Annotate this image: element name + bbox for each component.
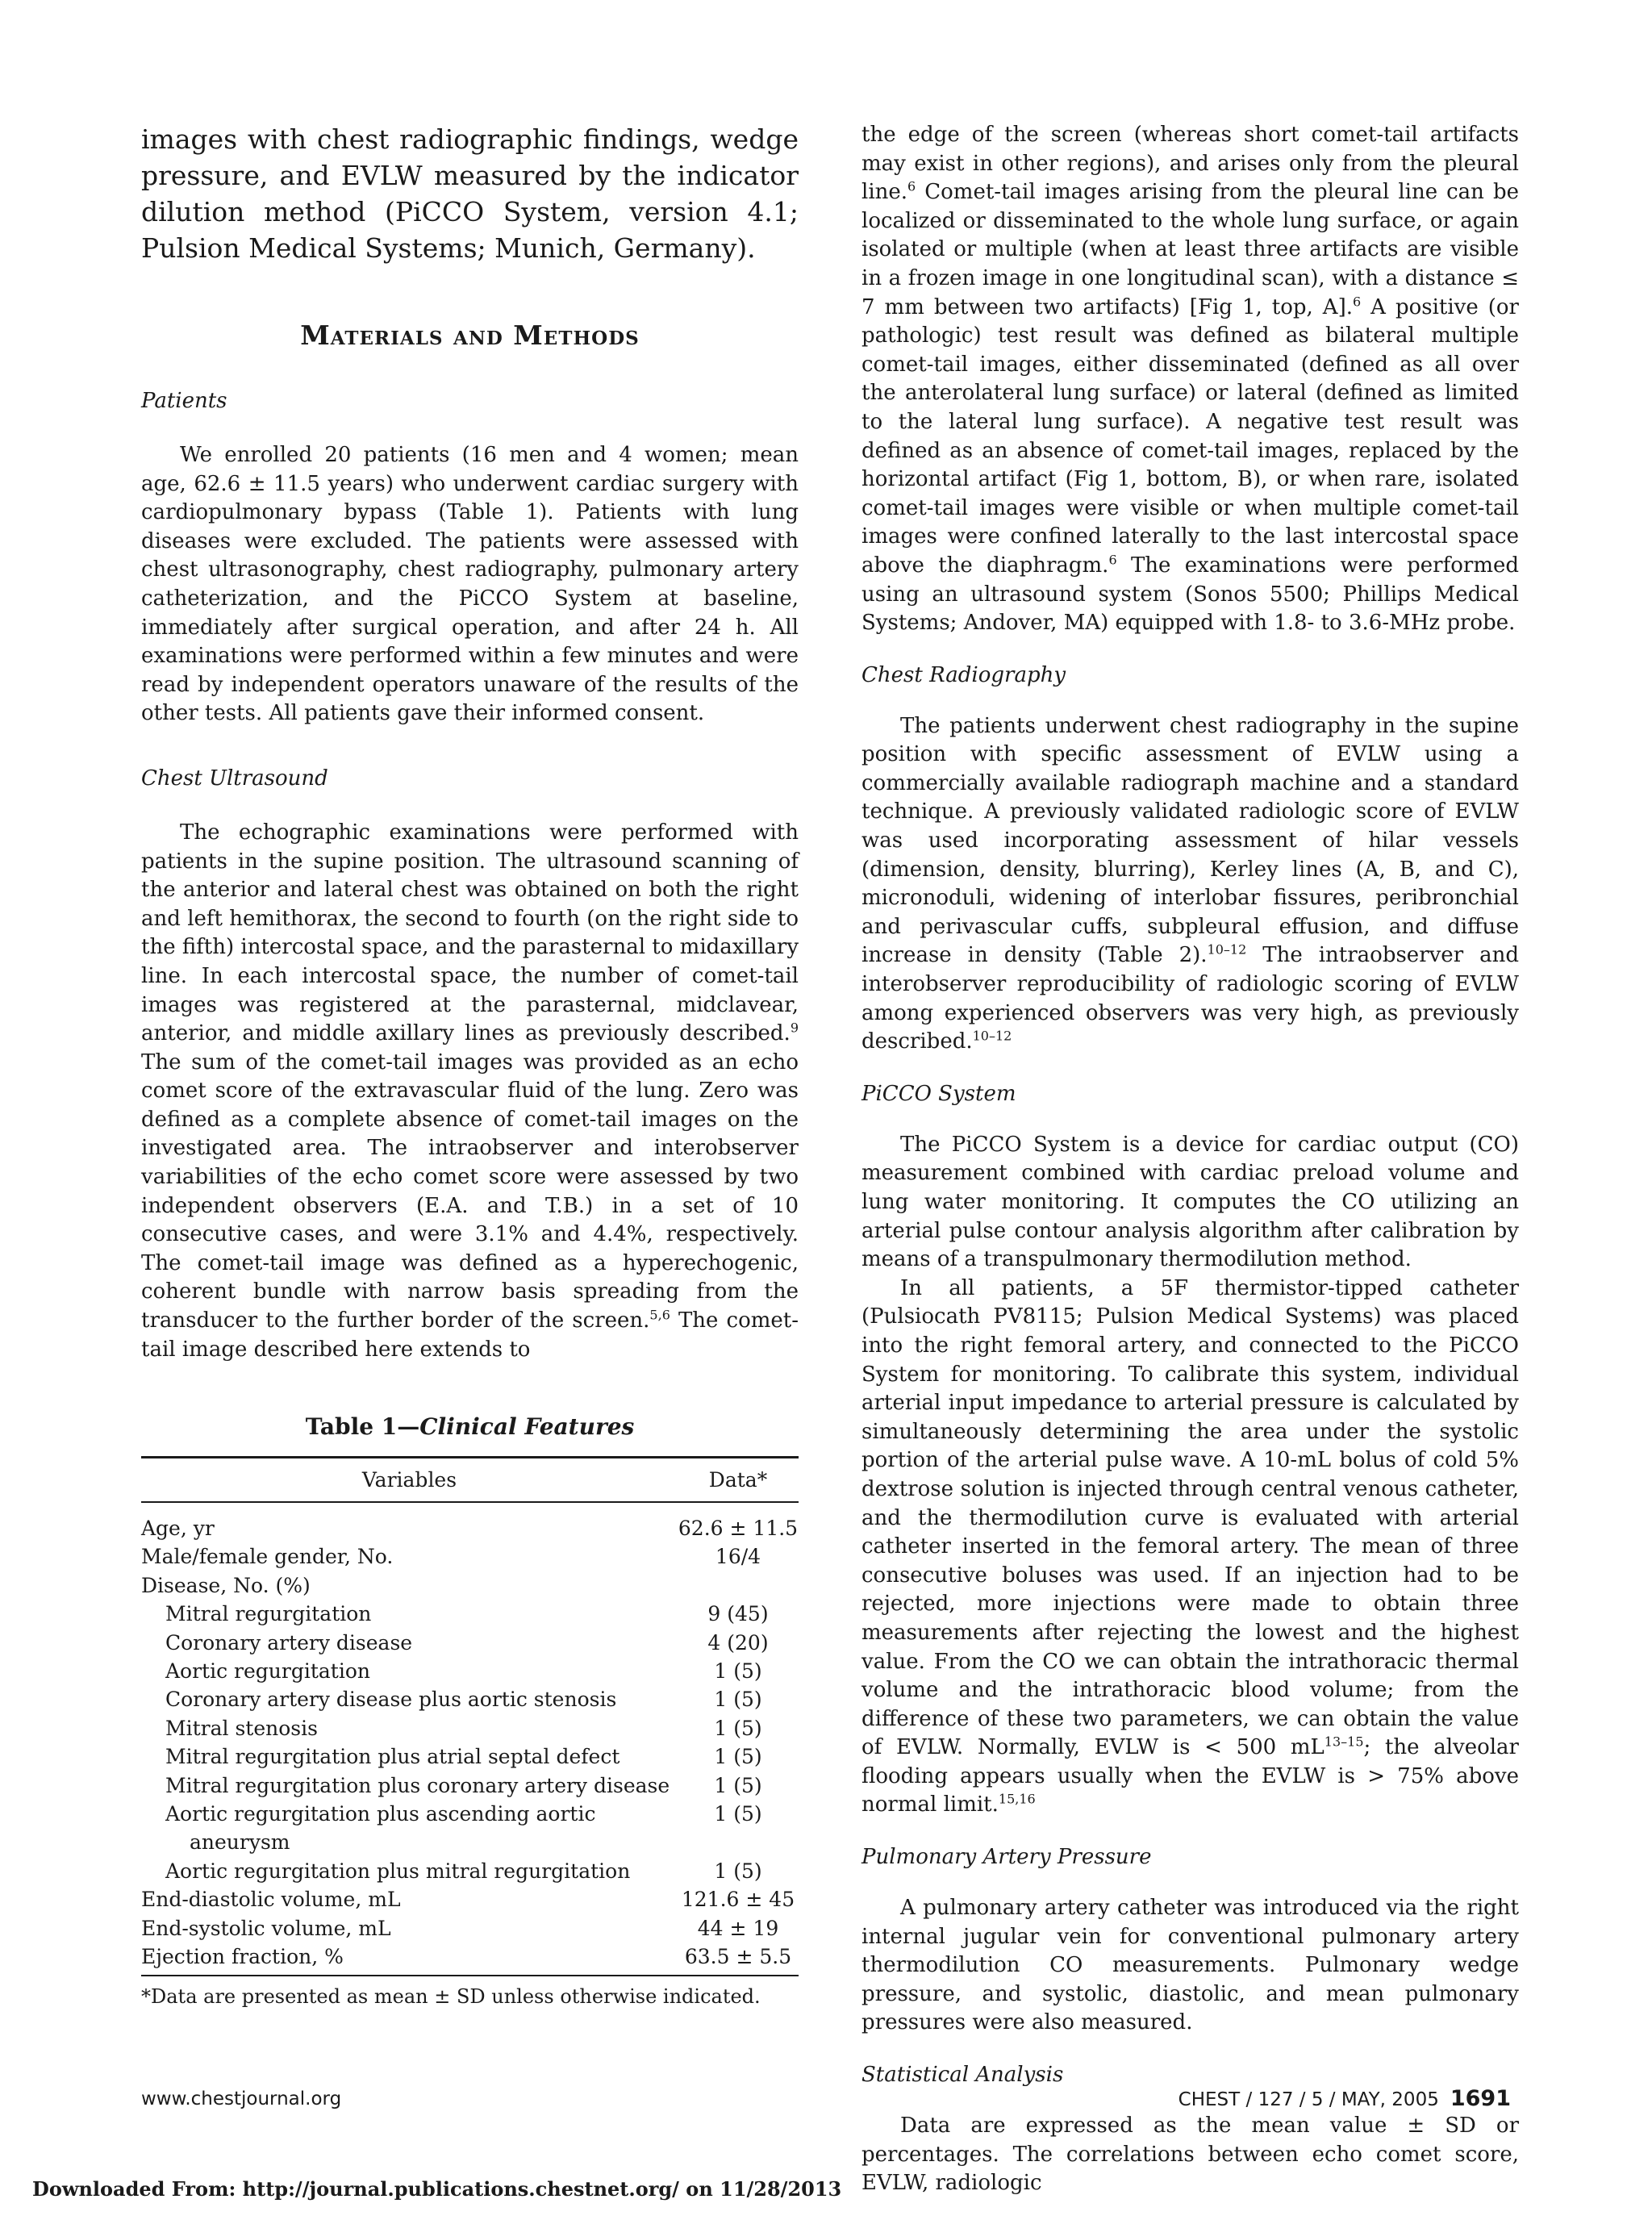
table-row [141, 1742, 799, 1771]
table-row [141, 1600, 799, 1628]
table-row [141, 1885, 799, 1913]
table-cell-value: 1 (5) [714, 1688, 762, 1712]
table-cell-label: Aortic regurgitation [165, 1659, 370, 1684]
table-row [141, 1502, 799, 1542]
citation: 6 [1352, 293, 1362, 309]
table-cell-label: Coronary artery disease [165, 1630, 413, 1655]
left-column [141, 121, 799, 1364]
table-cell-label: Age, yr [141, 1517, 215, 1540]
table-footnote: *Data are presented as mean ± SD unless otherwise indicated. [141, 1984, 761, 2008]
table-cell-value: 16/4 [715, 1545, 761, 1569]
citation: 6 [907, 178, 916, 194]
table-row [141, 1657, 799, 1685]
subhead-pulmonary-artery-pressure: Pulmonary Artery Pressure [861, 1845, 1152, 1870]
footer-journal-info [1179, 2086, 1511, 2111]
table-cell-label: Coronary artery disease plus aortic stenosis [165, 1688, 617, 1712]
picco-paragraph-2: In all patients, a 5F thermistor-tipped catheter (Pulsiocath PV8115; Pulsion Medical Systems) was placed into the right femoral artery, and connected to the PiCCO System for monitoring. To calibrate this system, individual arterial input impedance to arterial pressure is calculated by simultaneously determining the area under the systolic portion of the arterial pulse wave. A 10-mL bolus of cold 5% dextrose solution is injected through central venous catheter, and the thermodilution curve is evaluated with arterial catheter inserted in the femoral artery. The mean of three consecutive boluses was used. If an injection had to be rejected, more injections were made to obtain three measurements after rejecting the lowest and the highest value. From the CO we can obtain the intrathoracic thermal volume and the intrathoracic blood volume; from the difference of these two parameters, we can obtain the value of EVLW. Normally, EVLW is < 500 $mL^{13-15}$; the alveolar flooding appears usually when the EVLW is > 75% above normal limit.$^{15,16}$ [861, 1275, 1519, 1817]
table-cell-value: 9 (45) [707, 1602, 769, 1626]
citation: 15,16 [998, 1791, 1036, 1807]
table-cell-label: Mitral regurgitation plus coronary artery disease [165, 1773, 670, 1797]
table-row [141, 1714, 799, 1742]
table-cell-label: Mitral regurgitation plus atrial septal defect [165, 1745, 620, 1769]
table-row [141, 1685, 799, 1713]
table-cell-value [678, 1571, 799, 1600]
citation: 9 [790, 1020, 799, 1036]
table-row [141, 1629, 799, 1657]
table-title: Table 1—Clinical Features [305, 1413, 635, 1440]
column-header-data: Data* [678, 1458, 799, 1503]
stats-paragraph: Data are expressed as the mean value ± SD or percentages. The correlations between echo comet score, EVLW, radiologic [861, 2114, 1519, 2196]
subhead-chest-ultrasound: Chest Ultrasound [141, 766, 328, 791]
table-row [141, 1800, 799, 1857]
subhead-chest-radiography: Chest Radiography [861, 662, 1066, 687]
right-column [861, 121, 1519, 2198]
picco-paragraph-1: The PiCCO System is a device for cardiac output (CO) measurement combined with cardiac preload volume and lung water monitoring. It computes the CO utilizing an arterial pulse contour analysis algorithm after calibration by means of a transpulmonary thermodilution method. [861, 1132, 1519, 1272]
intro-paragraph: images with chest radiographic findings, wedge pressure, and EVLW measured by the indicator dilution method (PiCCO System, version 4.1; Pulsion Medical Systems; Munich, Germany). [141, 123, 799, 264]
table-cell-value: 62.6 ± 11.5 [678, 1517, 799, 1540]
citation: 10–12 [1207, 941, 1247, 958]
citation: 6 [1108, 552, 1117, 568]
subhead-patients: Patients [141, 389, 227, 413]
journal-citation: CHEST / 127 / 5 / MAY, 2005 [1178, 2089, 1439, 2110]
table-cell-value: 121.6 ± 45 [681, 1888, 795, 1912]
table-row [141, 1942, 799, 1975]
table-cell-label: End-diastolic volume, mL [141, 1888, 401, 1912]
radiography-paragraph: The patients underwent chest radiography in the supine position with specific assessment of EVLW using a commercially available radiograph machine and a standard technique. A previously validated radiologic score of EVLW was used incorporating assessment of hilar vessels (dimension, density, blurring), Kerley lines (A, B, and C), micronoduli, widening of interlobar fissures, peribronchial and perivascular cuffs, subpleural effusion, and diffuse increase in density (Table 2).$^{10-12}$ The intraobserver and interobserver reproducibility of radiologic scoring of EVLW among experienced observers was very high, as previously described.$^{10-12}$ [861, 713, 1520, 1054]
table-cell-value: 44 ± 19 [697, 1916, 779, 1940]
table-cell-value: 63.5 ± 5.5 [684, 1945, 792, 1969]
table-row [141, 1857, 799, 1885]
table-cell-value: 1 (5) [714, 1716, 762, 1740]
ultrasound-paragraph: The echographic examinations were performed with patients in the supine position. The ultrasound scanning of the anterior and lateral chest was obtained on both the right and left hemithorax, the second to fourth (on the right side to the fifth) intercostal space, and the parasternal to midaxillary line. In each intercostal space, the number of comet-tail images was registered at the parasternal, midclavear, anterior, and middle axillary lines as previously described.$^9$ The sum of the comet-tail images was provided as an echo comet score of the extravascular fluid of the lung. Zero was defined as a complete absence of comet-tail images on the investigated area. The intraobserver and interobserver variabilities of the echo comet score were assessed by two independent observers (E.A. and T.B.) in a set of 10 consecutive cases, and were 3.1% and 4.4%, respectively. The comet-tail image was defined as a hyperechogenic, coherent bundle with narrow basis spreading from the transducer to the further border of the screen.$^{5,6}$ The comet-tail image described here extends to [141, 820, 799, 1362]
table-cell-value: 1 (5) [714, 1802, 762, 1826]
subhead-picco-system: PiCCO System [861, 1081, 1016, 1106]
table-row [141, 1571, 799, 1600]
table-cell-value: 1 (5) [714, 1659, 762, 1684]
table-cell-value: 1 (5) [714, 1859, 762, 1883]
table-cell-label: Ejection fraction, % [141, 1945, 344, 1969]
page-number: 1691 [1450, 2086, 1511, 2111]
patients-paragraph: We enrolled 20 patients (16 men and 4 women; mean age, 62.6 ± 11.5 years) who underwent cardiac surgery with cardiopulmonary bypass (Table 1). Patients with lung diseases were excluded. The patients were assessed with chest ultrasonography, chest radiography, pulmonary artery catheterization, and the PiCCO System at baseline, immediately after surgical operation, and after 24 h. All examinations were performed within a few minutes and were read by independent operators unaware of the results of the other tests. All patients gave their informed consent. [141, 443, 799, 726]
clinical-features-table [141, 1456, 799, 1976]
table-cell-label: Mitral regurgitation [165, 1602, 372, 1626]
column-header-variables: Variables [141, 1458, 678, 1503]
table-cell-label: End-systolic volume, mL [141, 1916, 391, 1940]
table-cell-value: 1 (5) [714, 1773, 762, 1797]
citation: 13–15 [1324, 1734, 1364, 1750]
table-row [141, 1914, 799, 1942]
table-cell-value: 4 (20) [707, 1630, 769, 1655]
table-cell-label: Aortic regurgitation plus mitral regurgitation [165, 1859, 631, 1883]
citation: 10–12 [972, 1028, 1012, 1044]
citation: 5,6 [649, 1307, 670, 1323]
table-cell-label: Male/female gender, No. [141, 1545, 394, 1569]
table-cell-label: Disease, No. (%) [141, 1573, 311, 1597]
table-cell-value: 1 (5) [714, 1745, 762, 1769]
table-cell-label: Aortic regurgitation plus ascending aortic aneurysm [165, 1802, 596, 1855]
footer-website: www.chestjournal.org [141, 2089, 342, 2109]
continued-paragraph: the edge of the screen (whereas short comet-tail artifacts may exist in other regions), and arises only from the pleural line.$^6$ Comet-tail images arising from the pleural line can be localized or disseminated to the whole lung surface, or again isolated or multiple (when at least three artifacts are visible in a frozen image in one longitudinal scan), with a distance ≤ 7 mm between two artifacts) [Fig 1, top, A].$^6$ A positive (or pathologic) test result was defined as bilateral multiple comet-tail images, either disseminated (defined as all over the anterolateral lung surface) or lateral (defined as limited to the lateral lung surface). A negative test result was defined as an absence of comet-tail images, replaced by the horizontal artifact (Fig 1, bottom, B), or when rare, isolated comet-tail images were visible or when multiple comet-tail images were confined laterally to the last intercostal space above the diaphragm.$^6$ The examinations were performed using an ultrasound system (Sonos 5500; Phillips Medical Systems; Andover, MA) equipped with 1.8- to 3.6-MHz probe. [861, 123, 1519, 636]
section-title-materials-methods: Materials and Methods [300, 319, 640, 351]
table-clinical-features [141, 1413, 799, 2010]
pressure-paragraph: A pulmonary artery catheter was introduced via the right internal jugular vein for conventional pulmonary artery thermodilution CO measurements. Pulmonary wedge pressure, and systolic, diastolic, and mean pulmonary pressures were also measured. [861, 1896, 1519, 2035]
download-stamp: Downloaded From: http://journal.publications.chestnet.org/ on 11/28/2013 [32, 2177, 842, 2201]
table-row [141, 1771, 799, 1800]
table-row [141, 1542, 799, 1571]
subhead-statistical-analysis: Statistical Analysis [861, 2063, 1064, 2088]
table-cell-label: Mitral stenosis [165, 1716, 318, 1740]
